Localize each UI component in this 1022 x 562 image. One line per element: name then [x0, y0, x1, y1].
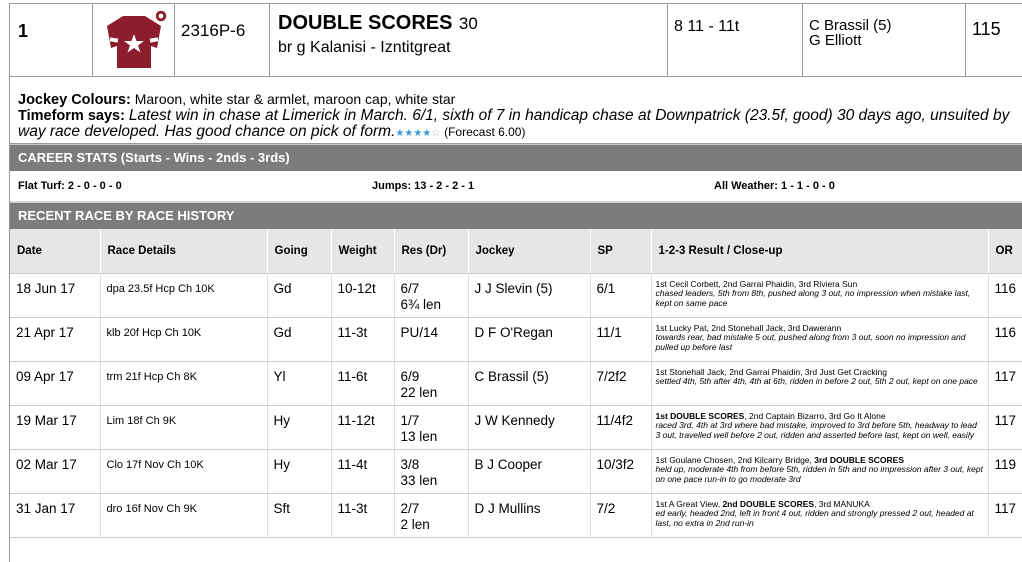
table-row[interactable] [10, 273, 1022, 317]
colours-label: Jockey Colours: [18, 92, 131, 108]
row-jockey[interactable]: B J Cooper [468, 449, 590, 493]
row-date: 18 Jun 17 [10, 273, 100, 317]
row-weight: 11-3t [331, 317, 394, 361]
row-date: 19 Mar 17 [10, 405, 100, 449]
row-comment: chased leaders, 5th from 8th, pushed along 3 out, no impression when mistake last, kept on same pace [655, 288, 971, 308]
placings-post: , 3rd MANUKA [814, 498, 870, 509]
row-or: 117 [988, 361, 1022, 405]
row-going: Sft [267, 493, 331, 537]
row-going: Yl [267, 361, 331, 405]
table-row[interactable] [10, 449, 1022, 493]
runner-card [9, 3, 1022, 562]
row-distance: 22 len [400, 384, 438, 400]
placings-post: , 2nd Captain Bizarro, 3rd Go It Alone [744, 410, 886, 421]
row-position: 2/7 [400, 500, 420, 516]
row-or: 119 [988, 449, 1022, 493]
row-result [394, 449, 468, 493]
forecast: (Forecast 6.00) [444, 125, 526, 139]
placings-highlight: 3rd DOUBLE SCORES [814, 454, 905, 465]
row-going: Hy [267, 449, 331, 493]
row-race[interactable]: Clo 17f Nov Ch 10K [100, 449, 267, 493]
row-result [394, 405, 468, 449]
placings-pre: 1st Goulane Chosen, 2nd Kilcarry Bridge, [655, 454, 815, 465]
row-closeup [651, 449, 988, 493]
row-placings: 1st Lucky Pat, 2nd Stonehall Jack, 3rd Dawerann [655, 322, 842, 333]
row-sp: 6/1 [590, 273, 651, 317]
row-comment: settled 4th, 5th after 4th, 4th at 6th, ridden in before 2 out, 5th 2 out, kept on one pace [655, 376, 978, 386]
row-closeup [651, 405, 988, 449]
row-comment: ed early, headed 2nd, left in front 4 out, ridden and strongly pressed 2 out, headed at last, no extra in 2nd run-in [655, 508, 974, 528]
row-result [394, 273, 468, 317]
row-comment: held up, moderate 4th from before 5th, ridden in 5th and no impression after 3 out, kept on one pace run-in to go moderate 3rd [655, 464, 983, 484]
row-or: 116 [988, 273, 1022, 317]
row-weight: 11-3t [331, 493, 394, 537]
row-jockey[interactable]: J W Kennedy [468, 405, 590, 449]
row-jockey[interactable]: C Brassil (5) [468, 361, 590, 405]
row-placings: 1st Stonehall Jack, 2nd Garrai Phaidin, 3rd Just Get Cracking [655, 366, 888, 377]
row-going: Gd [267, 273, 331, 317]
jockey-name[interactable]: C Brassil (5) [809, 17, 892, 34]
breeding: br g Kalanisi - Izntitgreat [278, 39, 451, 56]
col-race-details[interactable]: Race Details [100, 229, 267, 273]
row-going: Gd [267, 317, 331, 361]
row-distance: 6¾ len [400, 296, 442, 312]
placings-highlight: 1st DOUBLE SCORES [655, 410, 745, 421]
runner-header [10, 4, 1022, 77]
row-race[interactable]: klb 20f Hcp Ch 10K [100, 317, 267, 361]
horse-name[interactable]: DOUBLE SCORES [278, 12, 453, 34]
col-closeup[interactable]: 1-2-3 Result / Close-up [651, 229, 988, 273]
trainer-name[interactable]: G Elliott [809, 32, 862, 49]
row-comment: towards rear, bad mistake 5 out, pushed along from 3 out, soon no impression and pulled up before last [655, 332, 966, 352]
row-race[interactable]: trm 21f Hcp Ch 8K [100, 361, 267, 405]
col-result[interactable]: Res (Dr) [394, 229, 468, 273]
row-position: 3/8 [400, 456, 420, 472]
col-jockey[interactable]: Jockey [468, 229, 590, 273]
placings-pre: 1st A Great View, [655, 498, 723, 509]
rating-stars-icon [395, 128, 440, 139]
row-position: 6/7 [400, 280, 420, 296]
jockey-silks-icon [93, 4, 175, 76]
table-row[interactable] [10, 361, 1022, 405]
row-position: 6/9 [400, 368, 420, 384]
row-closeup [651, 361, 988, 405]
row-date: 21 Apr 17 [10, 317, 100, 361]
row-result [394, 317, 468, 361]
stars-empty: ☆ [431, 128, 441, 139]
row-sp: 7/2 [590, 493, 651, 537]
row-result [394, 493, 468, 537]
career-jumps: Jumps: 13 - 2 - 2 - 1 [372, 180, 475, 192]
placings-highlight: 2nd DOUBLE SCORES [722, 498, 815, 509]
timeform-label: Timeform says: [18, 108, 125, 124]
official-rating: 115 [972, 19, 1001, 39]
row-sp: 7/2f2 [590, 361, 651, 405]
row-closeup [651, 493, 988, 537]
row-date: 31 Jan 17 [10, 493, 100, 537]
row-weight: 11-12t [331, 405, 394, 449]
row-race[interactable]: dro 16f Nov Ch 9K [100, 493, 267, 537]
runner-form: 2316P-6 [175, 4, 270, 76]
row-jockey[interactable]: D F O'Regan [468, 317, 590, 361]
table-row[interactable] [10, 405, 1022, 449]
row-closeup [651, 317, 988, 361]
row-distance: 33 len [400, 472, 438, 488]
race-history-table [10, 229, 1022, 538]
race-history-heading: RECENT RACE BY RACE HISTORY [10, 202, 1022, 229]
row-weight: 11-6t [331, 361, 394, 405]
table-row[interactable] [10, 317, 1022, 361]
row-distance: 2 len [400, 516, 430, 532]
row-weight: 11-4t [331, 449, 394, 493]
timeform-text: Latest win in chase at Limerick in March. 6/1, sixth of 7 in handicap chase at Downpatrick (23.5f, good) 30 days ago, unsuited by way race developed. Has good chance on pick of form. [18, 107, 1010, 140]
row-or: 117 [988, 493, 1022, 537]
row-race[interactable]: Lim 18f Ch 9K [100, 405, 267, 449]
row-sp: 10/3f2 [590, 449, 651, 493]
career-flat: Flat Turf: 2 - 0 - 0 - 0 [18, 180, 122, 192]
row-sp: 11/1 [590, 317, 651, 361]
row-result [394, 361, 468, 405]
colours-text: Maroon, white star & armlet, maroon cap, white star [134, 91, 456, 107]
row-jockey[interactable]: J J Slevin (5) [468, 273, 590, 317]
col-going[interactable]: Going [267, 229, 331, 273]
runner-number: 1 [10, 4, 93, 76]
row-comment: raced 3rd, 4th at 3rd where bad mistake, improved to 3rd before 5th, headway to lead 3 out, travelled well before 2 out, ridden and asserted before last, kept on well, easily [655, 420, 977, 440]
career-stats [10, 171, 1022, 202]
career-aw: All Weather: 1 - 1 - 0 - 0 [714, 180, 835, 192]
row-distance: 13 len [400, 428, 438, 444]
career-stats-heading: CAREER STATS (Starts - Wins - 2nds - 3rds) [10, 144, 1022, 171]
row-race[interactable]: dpa 23.5f Hcp Ch 10K [100, 273, 267, 317]
runner-info [10, 77, 1022, 144]
jockey-trainer [803, 4, 966, 76]
table-header-row [10, 229, 1022, 273]
row-or: 116 [988, 317, 1022, 361]
col-date[interactable]: Date [10, 229, 100, 273]
col-sp[interactable]: SP [590, 229, 651, 273]
col-weight[interactable]: Weight [331, 229, 394, 273]
stars-filled: ★★★★ [395, 128, 432, 139]
row-date: 09 Apr 17 [10, 361, 100, 405]
row-position: PU/14 [400, 324, 439, 340]
row-weight: 10-12t [331, 273, 394, 317]
row-sp: 11/4f2 [590, 405, 651, 449]
row-jockey[interactable]: D J Mullins [468, 493, 590, 537]
horse-age: 30 [458, 14, 478, 33]
row-or: 117 [988, 405, 1022, 449]
col-or[interactable]: OR [988, 229, 1022, 273]
row-date: 02 Mar 17 [10, 449, 100, 493]
row-placings: 1st Cecil Corbett, 2nd Garrai Phaidin, 3rd Riviera Sun [655, 278, 858, 289]
age-weight: 8 11 - 11t [668, 4, 803, 76]
row-going: Hy [267, 405, 331, 449]
runner-name-cell [270, 4, 668, 76]
table-row[interactable] [10, 493, 1022, 537]
row-closeup [651, 273, 988, 317]
row-position: 1/7 [400, 412, 420, 428]
